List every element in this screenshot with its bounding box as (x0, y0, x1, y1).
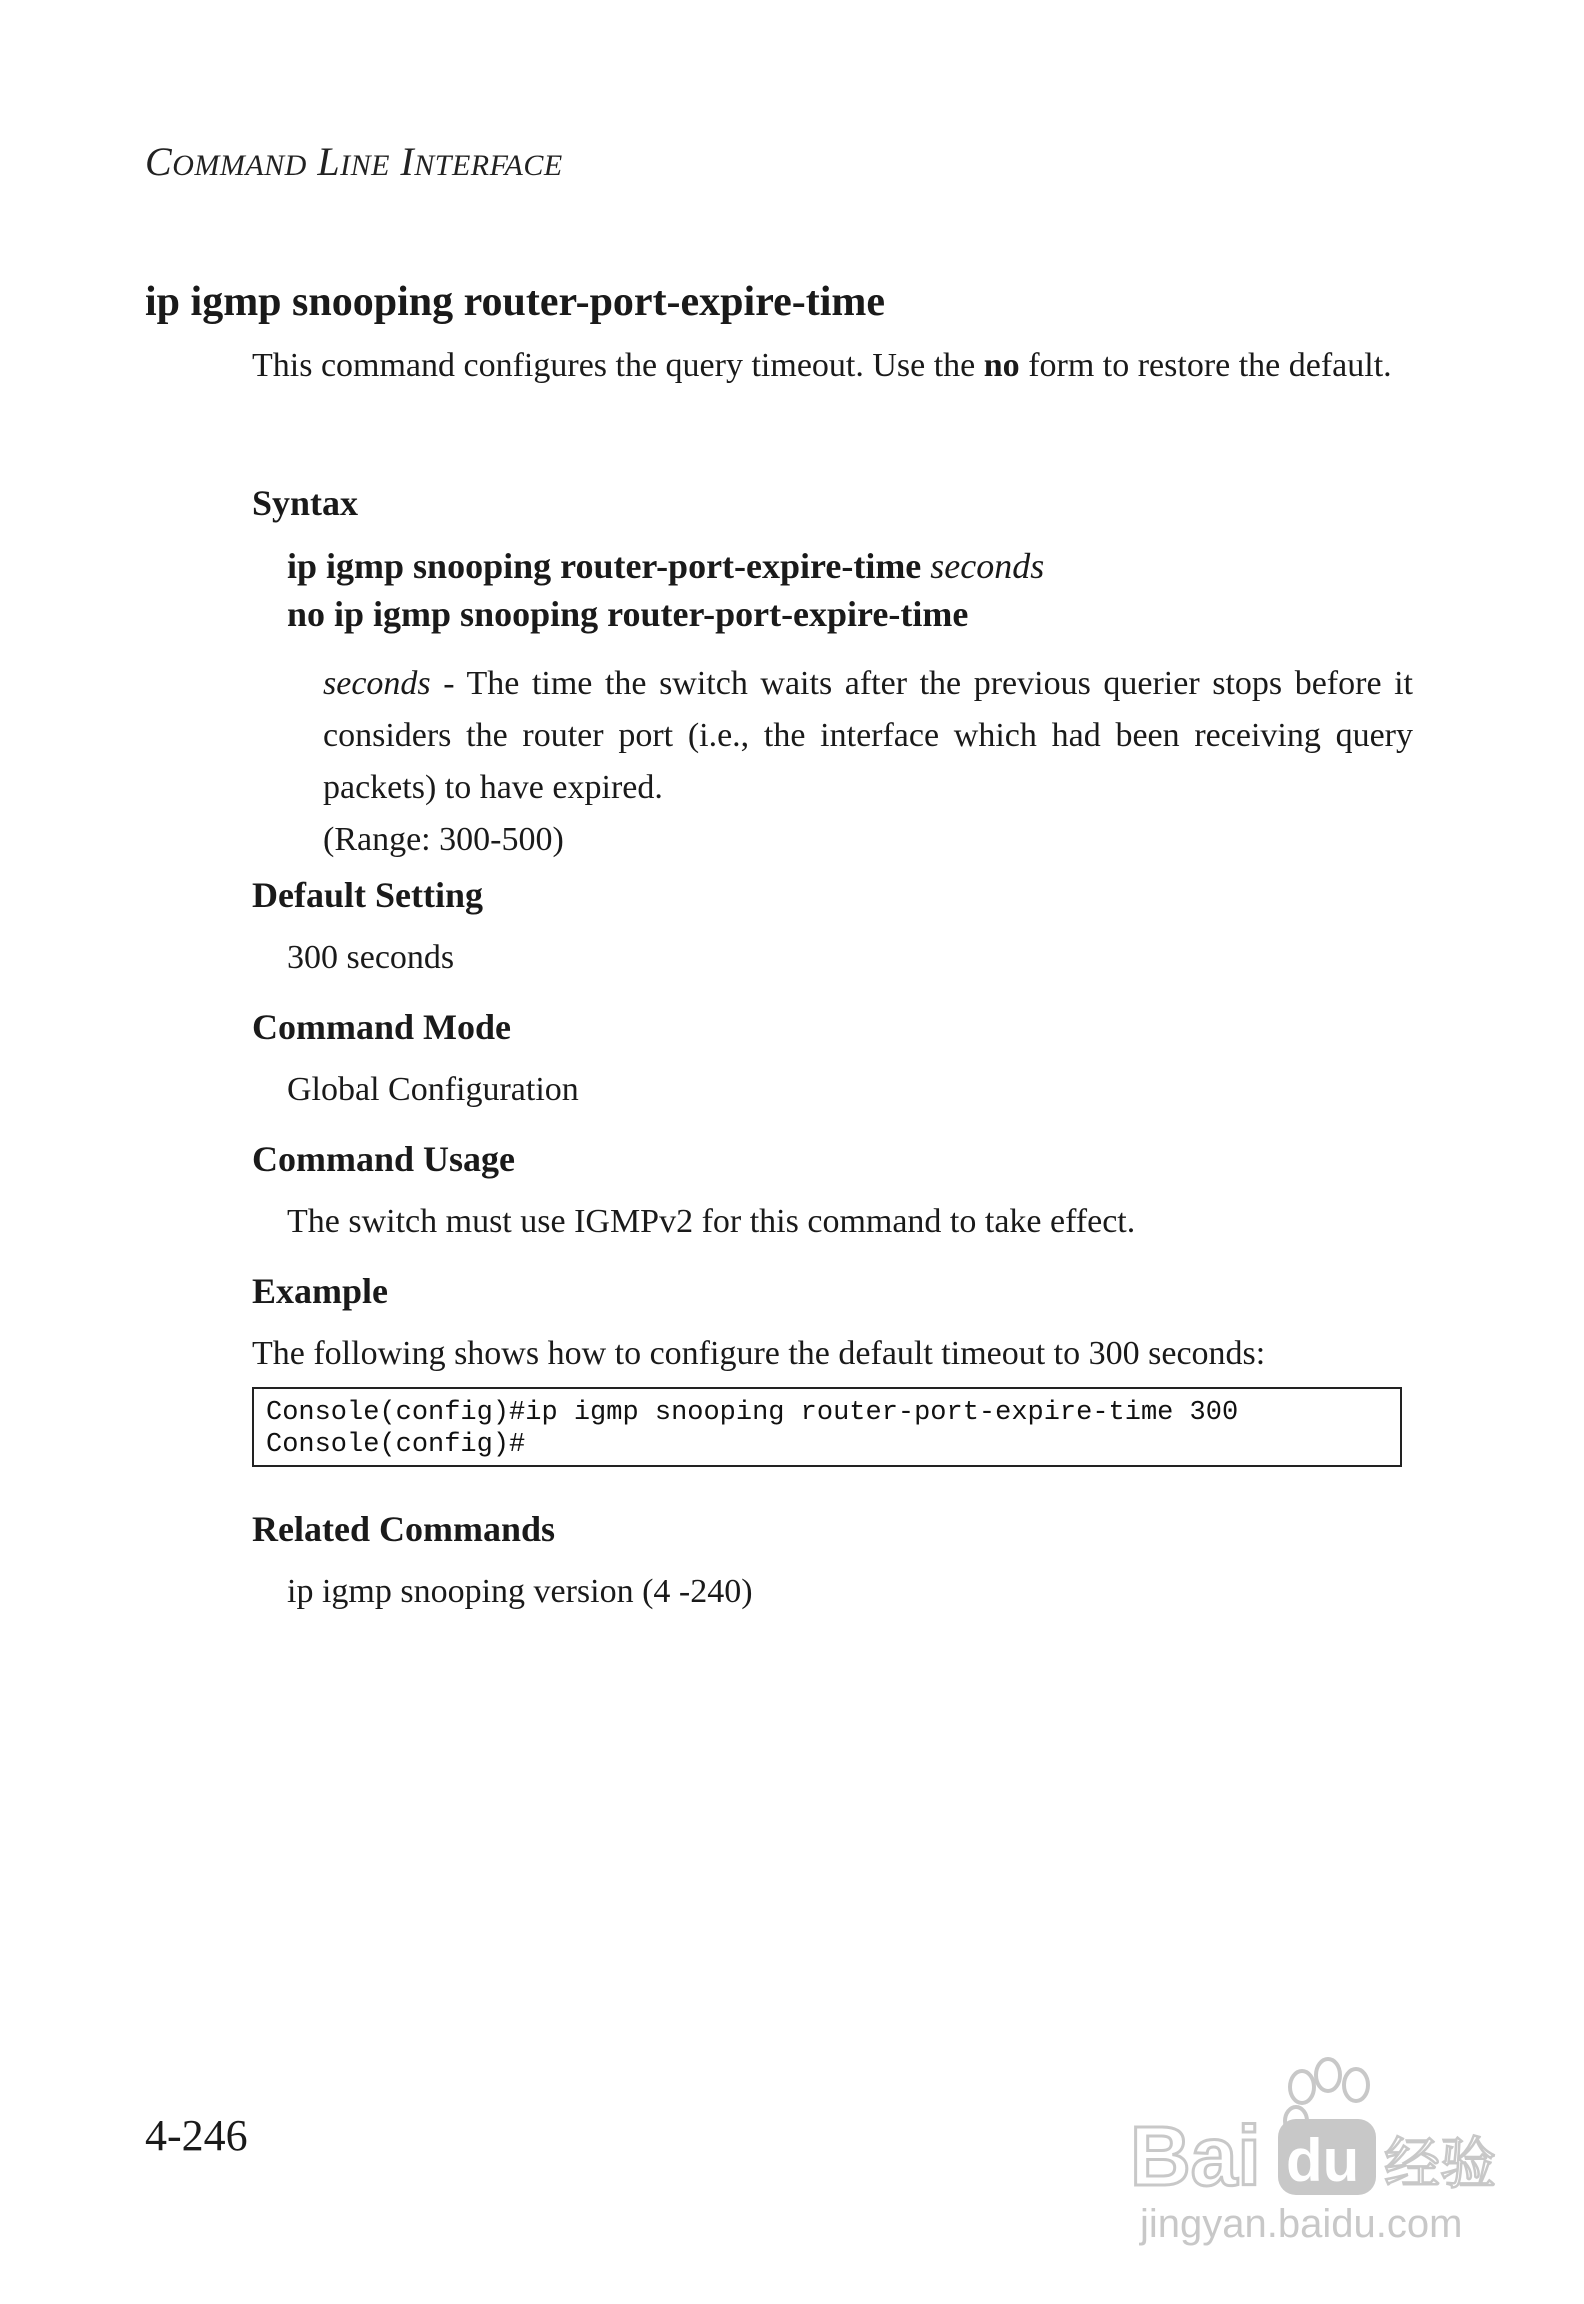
command-usage-value: The switch must use IGMPv2 for this command to take effect. (287, 1203, 1136, 1240)
syntax-command: ip igmp snooping router-port-expire-time (287, 546, 922, 586)
related-commands-heading: Related Commands (252, 1509, 555, 1549)
watermark-label: 经验 (1384, 2132, 1496, 2197)
related-command-link[interactable]: ip igmp snooping version (4 -240) (287, 1573, 753, 1610)
header-cap-1: C (145, 139, 173, 184)
example-intro: The following shows how to configure the default timeout to 300 seconds: (252, 1335, 1266, 1372)
parameter-description (323, 658, 1413, 866)
baidu-jingyan-watermark (1120, 2055, 1500, 2255)
command-mode-value: Global Configuration (287, 1071, 579, 1108)
header-word-3: NTERFACE (414, 149, 563, 182)
example-heading: Example (252, 1271, 389, 1311)
intro-text-before: This command configures the query timeout. Use the (252, 347, 984, 384)
parameter-text: - The time the switch waits after the previous querier stops before it considers the router port (i.e., the interface which had been receiving query packets) to have expired. (323, 665, 1413, 806)
syntax-line-2: no ip igmp snooping router-port-expire-time (287, 594, 969, 634)
command-title: ip igmp snooping router-port-expire-time (145, 279, 886, 325)
command-usage-heading: Command Usage (252, 1139, 516, 1179)
command-intro (252, 340, 1412, 392)
watermark-brand-suffix: du (1286, 2127, 1360, 2194)
default-setting-heading: Default Setting (252, 875, 483, 915)
code-line-1: Console(config)#ip igmp snooping router-port-expire-time 300 (266, 1398, 1239, 1428)
code-line-2: Console(config)# (266, 1430, 526, 1460)
header-word-2: INE (340, 149, 390, 182)
watermark-url: jingyan.baidu.com (1140, 2202, 1463, 2246)
header-cap-2: L (317, 139, 341, 184)
intro-text-after: form to restore the default. (1019, 347, 1392, 384)
running-header (145, 138, 563, 185)
watermark-brand: Bai (1130, 2109, 1261, 2203)
syntax-line-1 (287, 542, 1044, 590)
syntax-heading: Syntax (252, 483, 359, 523)
header-word-1: OMMAND (172, 149, 307, 182)
parameter-range: (Range: 300-500) (323, 821, 564, 858)
syntax-parameter: seconds (930, 546, 1045, 586)
default-setting-value: 300 seconds (287, 939, 455, 976)
page-number: 4-246 (145, 2111, 248, 2160)
intro-keyword-no: no (983, 347, 1020, 384)
code-example (252, 1387, 1402, 1467)
command-mode-heading: Command Mode (252, 1007, 511, 1047)
header-cap-3: I (400, 139, 415, 184)
parameter-name: seconds (323, 665, 431, 702)
